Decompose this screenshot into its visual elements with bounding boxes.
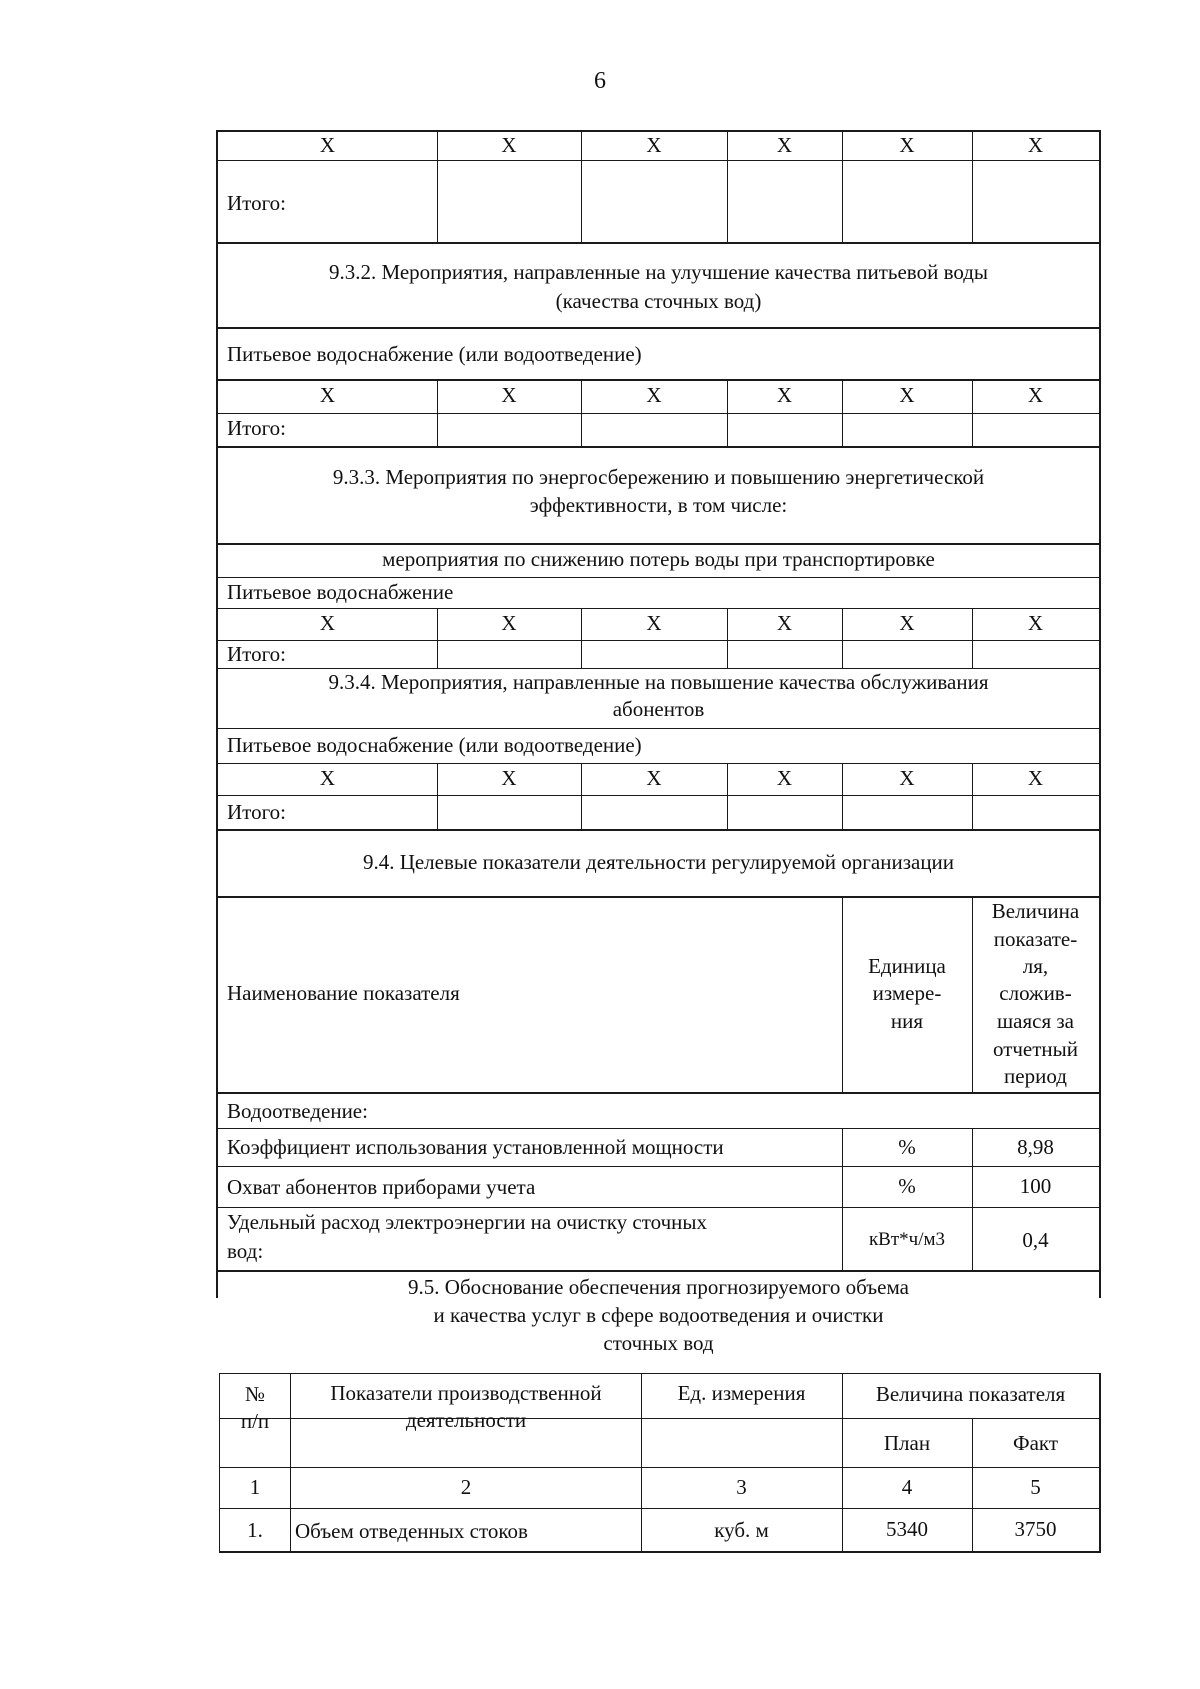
col-header-indicator: Показатели производственной (330, 1381, 602, 1405)
row-fact: 3750 (1014, 1517, 1057, 1541)
section-9-4-title: 9.4. Целевые показатели деятельности регулируемой организации (362, 850, 955, 874)
x-mark: Х (776, 133, 793, 157)
x-mark: Х (319, 611, 336, 635)
x-mark: Х (1027, 133, 1044, 157)
x-mark: Х (1027, 611, 1044, 635)
indicator-group-label: Водоотведение: (227, 1099, 368, 1123)
col-header-fact: Факт (1012, 1431, 1058, 1455)
section-9-3-4-subtitle: Питьевое водоснабжение (или водоотведение) (227, 733, 642, 757)
indicator-value: 0,4 (1022, 1228, 1049, 1252)
indicator-unit: % (898, 1174, 916, 1198)
x-mark: Х (319, 133, 336, 157)
col-header-number: № (244, 1382, 266, 1406)
section-9-3-2-title: (качества сточных вод) (555, 289, 762, 313)
x-mark: Х (899, 133, 915, 157)
row-unit: куб. м (714, 1518, 769, 1542)
row-plan: 5340 (886, 1517, 928, 1541)
x-mark: Х (899, 611, 915, 635)
value-header: сложив- (999, 981, 1072, 1005)
value-header: период (1004, 1064, 1067, 1088)
section-9-3-4-title: 9.3.4. Мероприятия, направленные на повышение качества обслуживания (328, 670, 989, 694)
page-number: 6 (594, 68, 606, 94)
col-header-unit: Ед. измерения (677, 1381, 806, 1405)
section-9-3-4-title: абонентов (612, 697, 705, 721)
unit-header: измере- (872, 981, 942, 1005)
col-number: 5 (1030, 1475, 1041, 1499)
x-mark: Х (646, 133, 662, 157)
section-9-3-2-title: 9.3.2. Мероприятия, направленные на улучшение качества питьевой воды (328, 260, 989, 284)
unit-header: ния (890, 1009, 924, 1033)
x-mark: Х (899, 383, 915, 407)
indicator-name: вод: (227, 1239, 264, 1263)
x-mark: Х (776, 383, 793, 407)
indicator-name-header: Наименование показателя (227, 981, 460, 1005)
col-header-indicator: деятельности (405, 1408, 527, 1432)
section-9-3-2-subtitle: Питьевое водоснабжение (или водоотведение) (227, 342, 642, 366)
col-header-number: п/п (240, 1409, 270, 1433)
x-mark: Х (501, 133, 517, 157)
x-mark: Х (501, 766, 517, 790)
x-mark: Х (776, 611, 793, 635)
indicator-name: Коэффициент использования установленной мощности (227, 1135, 724, 1159)
section-9-3-3-subtitle: Питьевое водоснабжение (227, 580, 454, 604)
value-header: Величина (991, 899, 1080, 923)
x-mark: Х (646, 766, 662, 790)
x-mark: Х (1027, 766, 1044, 790)
row-number: 1. (247, 1518, 263, 1542)
x-mark: Х (776, 766, 793, 790)
itogo-label: Итого: (227, 642, 286, 666)
x-mark: Х (319, 766, 336, 790)
itogo-label: Итого: (227, 191, 286, 215)
unit-header: Единица (868, 954, 946, 978)
x-mark: Х (319, 383, 336, 407)
col-header-value: Величина показателя (875, 1382, 1066, 1406)
col-header-plan: План (883, 1431, 931, 1455)
indicator-name: Удельный расход электроэнергии на очистку сточных (227, 1210, 707, 1234)
x-mark: Х (501, 383, 517, 407)
section-9-3-3-measures: мероприятия по снижению потерь воды при транспортировке (382, 547, 935, 571)
value-header: отчетный (992, 1037, 1079, 1061)
section-9-5-title: и качества услуг в сфере водоотведения и очистки (433, 1303, 884, 1327)
col-number: 3 (736, 1475, 747, 1499)
indicator-name: Охват абонентов приборами учета (227, 1175, 536, 1199)
x-mark: Х (899, 766, 915, 790)
col-number: 2 (460, 1475, 472, 1499)
section-9-5-title: 9.5. Обоснование обеспечения прогнозируемого объема (408, 1275, 909, 1299)
x-mark: Х (646, 383, 662, 407)
x-mark: Х (501, 611, 517, 635)
row-indicator: Объем отведенных стоков (295, 1519, 528, 1543)
col-number: 4 (901, 1475, 913, 1499)
value-header: шаяся за (997, 1009, 1074, 1033)
section-9-3-3-title: 9.3.3. Мероприятия по энергосбережению и повышению энергетической (332, 465, 985, 489)
indicator-unit: % (898, 1135, 916, 1159)
indicator-value: 8,98 (1017, 1135, 1054, 1159)
section-9-3-3-title: эффективности, в том числе: (529, 493, 788, 517)
x-mark: Х (1027, 383, 1044, 407)
value-header: показате- (993, 927, 1078, 951)
itogo-label: Итого: (227, 800, 286, 824)
itogo-label: Итого: (227, 416, 286, 440)
col-number: 1 (249, 1475, 261, 1499)
x-mark: Х (646, 611, 662, 635)
value-header: ля, (1022, 954, 1049, 978)
indicator-unit: кВт*ч/м3 (868, 1229, 946, 1250)
indicator-value: 100 (1019, 1174, 1052, 1198)
section-9-5-title: сточных вод (603, 1331, 714, 1355)
